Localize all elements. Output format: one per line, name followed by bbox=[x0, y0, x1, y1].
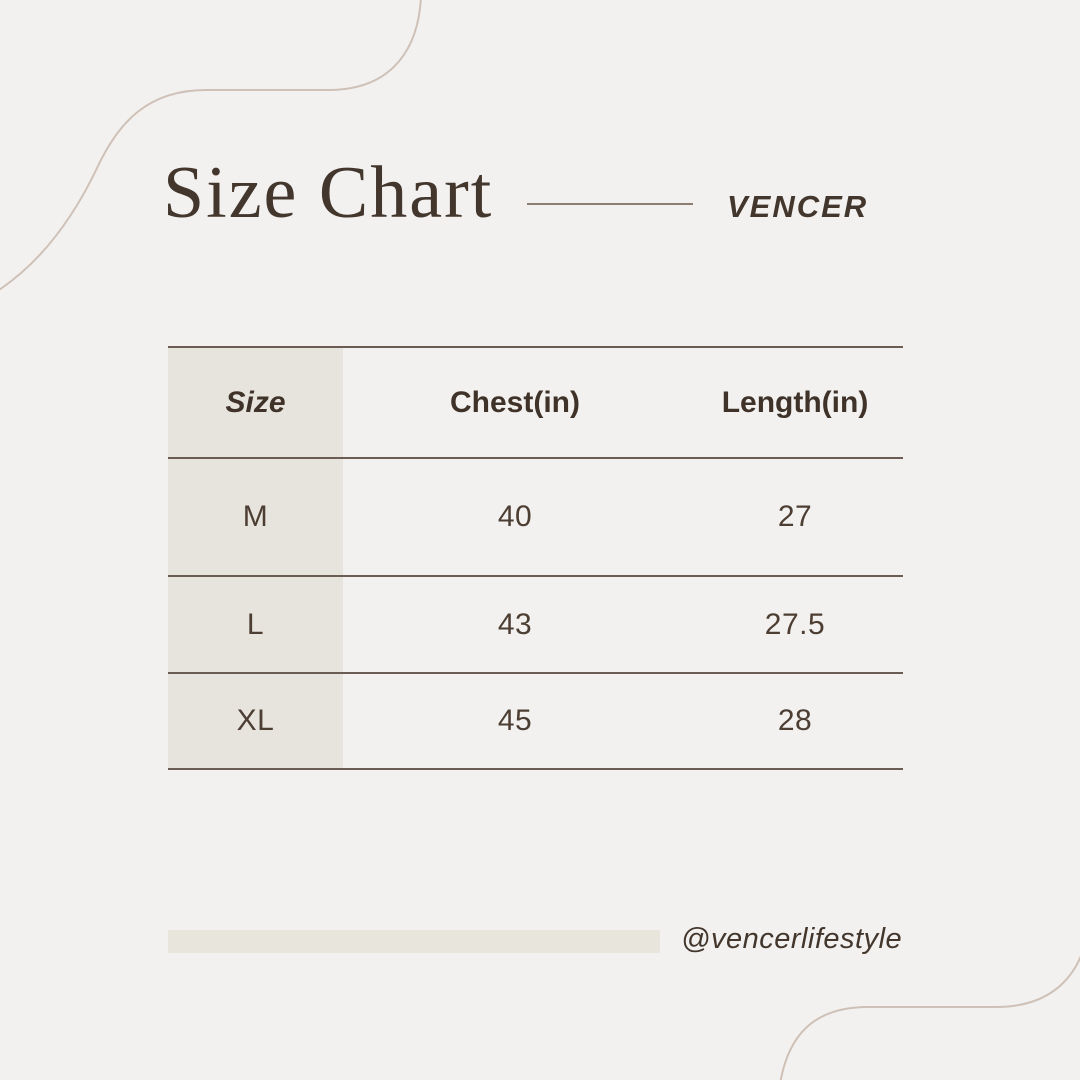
table-header-row bbox=[168, 346, 903, 457]
top-left-curve-line bbox=[0, 0, 421, 292]
column-header-chest: Chest(in) bbox=[450, 385, 580, 419]
size-value: M bbox=[168, 459, 343, 575]
size-value: L bbox=[168, 577, 343, 672]
chest-value: 43 bbox=[497, 607, 533, 641]
table-row bbox=[168, 672, 903, 768]
bottom-right-curve-line bbox=[780, 948, 1080, 1080]
page-title: Size Chart bbox=[163, 152, 494, 234]
brand-name: VENCER bbox=[727, 189, 869, 224]
length-value: 27.5 bbox=[764, 607, 826, 641]
table-row bbox=[168, 457, 903, 575]
length-value: 27 bbox=[777, 500, 813, 533]
chest-value: 45 bbox=[497, 704, 533, 737]
size-chart-table bbox=[168, 346, 903, 770]
column-header-length: Length(in) bbox=[721, 385, 869, 419]
size-value: XL bbox=[168, 674, 343, 768]
length-value: 28 bbox=[777, 704, 813, 737]
column-header-size: Size bbox=[168, 348, 343, 457]
title-divider-line bbox=[527, 203, 693, 205]
footer-accent-bar bbox=[168, 930, 660, 953]
table-row bbox=[168, 575, 903, 672]
chest-value: 40 bbox=[497, 500, 533, 533]
social-handle: @vencerlifestyle bbox=[681, 923, 903, 955]
